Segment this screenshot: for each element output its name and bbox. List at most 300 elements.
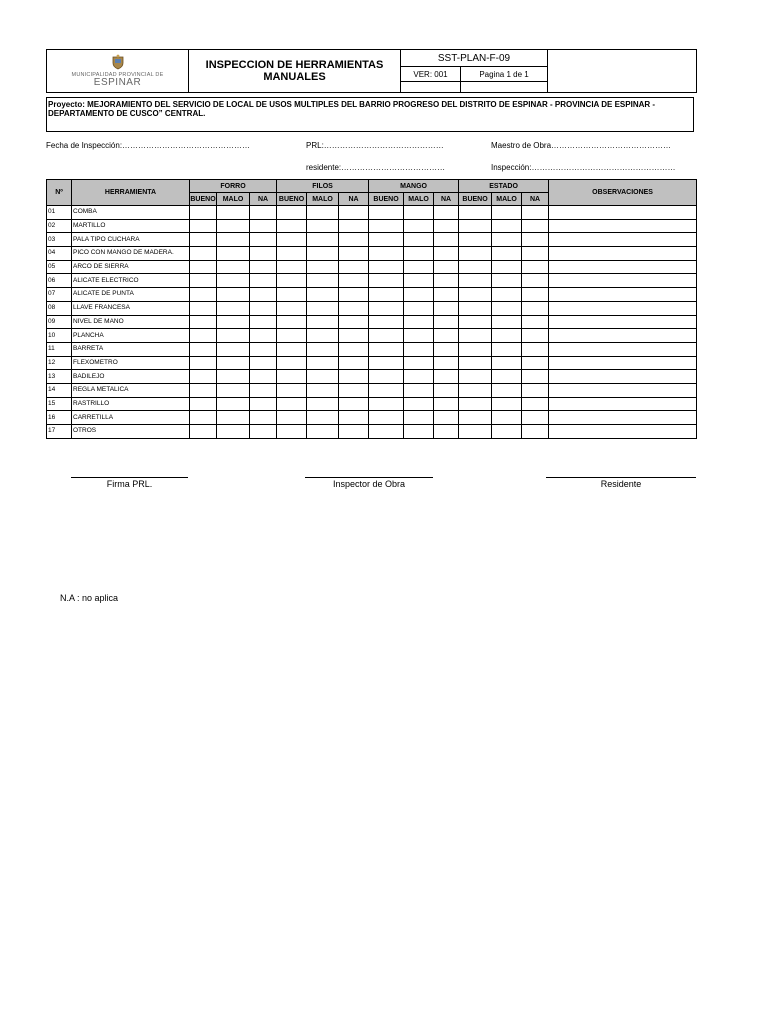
check-cell[interactable]	[307, 206, 339, 220]
observation-cell[interactable]	[549, 356, 697, 370]
check-cell[interactable]	[217, 397, 250, 411]
check-cell[interactable]	[307, 260, 339, 274]
document-title-line1: INSPECCION DE HERRAMIENTAS	[205, 59, 384, 71]
check-cell[interactable]	[339, 206, 369, 220]
check-cell[interactable]	[492, 233, 522, 247]
check-cell[interactable]	[404, 288, 434, 302]
observation-cell[interactable]	[549, 301, 697, 315]
sub-malo: MALO	[217, 193, 250, 206]
check-cell[interactable]	[339, 411, 369, 425]
row-number: 16	[47, 411, 72, 425]
check-cell[interactable]	[492, 370, 522, 384]
check-cell[interactable]	[369, 301, 404, 315]
check-cell[interactable]	[250, 301, 277, 315]
check-cell[interactable]	[404, 329, 434, 343]
check-cell[interactable]	[217, 206, 250, 220]
municipality-crest-icon	[110, 54, 126, 70]
check-cell[interactable]	[250, 260, 277, 274]
check-cell[interactable]	[404, 315, 434, 329]
check-cell[interactable]	[277, 342, 307, 356]
signature-line-inspector	[305, 477, 433, 478]
row-number: 04	[47, 247, 72, 261]
check-cell[interactable]	[277, 233, 307, 247]
check-cell[interactable]	[307, 288, 339, 302]
check-cell[interactable]	[434, 219, 459, 233]
group-forro: FORRO	[190, 180, 277, 193]
check-cell[interactable]	[404, 219, 434, 233]
check-cell[interactable]	[307, 383, 339, 397]
check-cell[interactable]	[434, 260, 459, 274]
check-cell[interactable]	[522, 342, 549, 356]
check-cell[interactable]	[307, 219, 339, 233]
row-number: 06	[47, 274, 72, 288]
check-cell[interactable]	[277, 397, 307, 411]
check-cell[interactable]	[492, 342, 522, 356]
check-cell[interactable]	[277, 219, 307, 233]
check-cell[interactable]	[369, 233, 404, 247]
observation-cell[interactable]	[549, 397, 697, 411]
observation-cell[interactable]	[549, 315, 697, 329]
check-cell[interactable]	[522, 260, 549, 274]
check-cell[interactable]	[434, 411, 459, 425]
check-cell[interactable]	[434, 233, 459, 247]
table-row	[47, 329, 697, 343]
check-cell[interactable]	[277, 274, 307, 288]
check-cell[interactable]	[307, 301, 339, 315]
check-cell[interactable]	[459, 356, 492, 370]
row-tool-name: NIVEL DE MANO	[72, 315, 190, 329]
observation-cell[interactable]	[549, 247, 697, 261]
title-cell	[189, 50, 401, 93]
check-cell[interactable]	[492, 247, 522, 261]
table-row	[47, 247, 697, 261]
check-cell[interactable]	[404, 233, 434, 247]
check-cell[interactable]	[522, 425, 549, 439]
observation-cell[interactable]	[549, 206, 697, 220]
observation-cell[interactable]	[549, 342, 697, 356]
check-cell[interactable]	[190, 260, 217, 274]
table-row	[47, 206, 697, 220]
check-cell[interactable]	[522, 247, 549, 261]
check-cell[interactable]	[434, 370, 459, 384]
check-cell[interactable]	[307, 233, 339, 247]
check-cell[interactable]	[492, 288, 522, 302]
group-mango: MANGO	[369, 180, 459, 193]
observation-cell[interactable]	[549, 233, 697, 247]
check-cell[interactable]	[339, 288, 369, 302]
check-cell[interactable]	[250, 356, 277, 370]
check-cell[interactable]	[190, 288, 217, 302]
na-note: N.A : no aplica	[60, 593, 119, 603]
check-cell[interactable]	[277, 411, 307, 425]
table-row	[47, 260, 697, 274]
check-cell[interactable]	[190, 411, 217, 425]
check-cell[interactable]	[217, 247, 250, 261]
check-cell[interactable]	[217, 411, 250, 425]
check-cell[interactable]	[434, 288, 459, 302]
check-cell[interactable]	[522, 274, 549, 288]
check-cell[interactable]	[190, 315, 217, 329]
check-cell[interactable]	[190, 425, 217, 439]
check-cell[interactable]	[277, 356, 307, 370]
check-cell[interactable]	[250, 411, 277, 425]
check-cell[interactable]	[492, 274, 522, 288]
check-cell[interactable]	[492, 219, 522, 233]
check-cell[interactable]	[250, 425, 277, 439]
table-row	[47, 383, 697, 397]
check-cell[interactable]	[277, 288, 307, 302]
sub-na: NA	[434, 193, 459, 206]
check-cell[interactable]	[339, 383, 369, 397]
check-cell[interactable]	[434, 397, 459, 411]
document-header	[46, 49, 697, 93]
check-cell[interactable]	[434, 206, 459, 220]
check-cell[interactable]	[250, 329, 277, 343]
check-cell[interactable]	[492, 301, 522, 315]
check-cell[interactable]	[459, 383, 492, 397]
check-cell[interactable]	[217, 315, 250, 329]
row-number: 13	[47, 370, 72, 384]
table-row	[47, 411, 697, 425]
check-cell[interactable]	[339, 301, 369, 315]
sub-na: NA	[522, 193, 549, 206]
observation-cell[interactable]	[549, 411, 697, 425]
check-cell[interactable]	[217, 233, 250, 247]
check-cell[interactable]	[522, 383, 549, 397]
check-cell[interactable]	[250, 342, 277, 356]
row-number: 08	[47, 301, 72, 315]
row-number: 01	[47, 206, 72, 220]
check-cell[interactable]	[434, 301, 459, 315]
check-cell[interactable]	[339, 274, 369, 288]
check-cell[interactable]	[459, 315, 492, 329]
check-cell[interactable]	[250, 233, 277, 247]
check-cell[interactable]	[250, 219, 277, 233]
check-cell[interactable]	[190, 274, 217, 288]
check-cell[interactable]	[522, 206, 549, 220]
row-number: 12	[47, 356, 72, 370]
check-cell[interactable]	[459, 301, 492, 315]
logo-cell	[47, 50, 189, 93]
maestro-obra-field: Maestro de Obra………………………………………	[491, 141, 672, 150]
row-tool-name: COMBA	[72, 206, 190, 220]
check-cell[interactable]	[190, 329, 217, 343]
check-cell[interactable]	[459, 370, 492, 384]
check-cell[interactable]	[307, 247, 339, 261]
observation-cell[interactable]	[549, 219, 697, 233]
check-cell[interactable]	[277, 301, 307, 315]
check-cell[interactable]	[404, 247, 434, 261]
observation-cell[interactable]	[549, 260, 697, 274]
check-cell[interactable]	[277, 260, 307, 274]
sub-malo: MALO	[404, 193, 434, 206]
check-cell[interactable]	[339, 233, 369, 247]
check-cell[interactable]	[250, 206, 277, 220]
empty-cell	[401, 81, 461, 92]
table-row	[47, 274, 697, 288]
check-cell[interactable]	[369, 247, 404, 261]
check-cell[interactable]	[217, 260, 250, 274]
row-tool-name: OTROS	[72, 425, 190, 439]
check-cell[interactable]	[307, 411, 339, 425]
check-cell[interactable]	[250, 247, 277, 261]
logo-line2: ESPINAR	[93, 77, 142, 88]
signature-label-inspector: Inspector de Obra	[332, 479, 406, 489]
check-cell[interactable]	[307, 370, 339, 384]
check-cell[interactable]	[217, 383, 250, 397]
check-cell[interactable]	[369, 425, 404, 439]
col-number: Nº	[47, 180, 72, 206]
check-cell[interactable]	[492, 425, 522, 439]
check-cell[interactable]	[217, 274, 250, 288]
check-cell[interactable]	[217, 356, 250, 370]
check-cell[interactable]	[339, 342, 369, 356]
check-cell[interactable]	[492, 356, 522, 370]
row-tool-name: ARCO DE SIERRA	[72, 260, 190, 274]
check-cell[interactable]	[369, 383, 404, 397]
check-cell[interactable]	[307, 342, 339, 356]
row-number: 02	[47, 219, 72, 233]
check-cell[interactable]	[339, 329, 369, 343]
check-cell[interactable]	[217, 329, 250, 343]
check-cell[interactable]	[369, 274, 404, 288]
row-tool-name: REGLA METALICA	[72, 383, 190, 397]
version-label: VER: 001	[401, 67, 461, 81]
check-cell[interactable]	[369, 288, 404, 302]
check-cell[interactable]	[459, 425, 492, 439]
check-cell[interactable]	[307, 425, 339, 439]
group-filos: FILOS	[277, 180, 369, 193]
check-cell[interactable]	[434, 425, 459, 439]
check-cell[interactable]	[459, 219, 492, 233]
check-cell[interactable]	[217, 219, 250, 233]
table-row	[47, 315, 697, 329]
row-number: 05	[47, 260, 72, 274]
sub-bueno: BUENO	[459, 193, 492, 206]
check-cell[interactable]	[277, 425, 307, 439]
check-cell[interactable]	[369, 397, 404, 411]
table-row	[47, 425, 697, 439]
check-cell[interactable]	[339, 315, 369, 329]
check-cell[interactable]	[369, 329, 404, 343]
row-number: 17	[47, 425, 72, 439]
check-cell[interactable]	[339, 260, 369, 274]
group-estado: ESTADO	[459, 180, 549, 193]
table-row	[47, 370, 697, 384]
check-cell[interactable]	[339, 219, 369, 233]
check-cell[interactable]	[250, 288, 277, 302]
row-tool-name: PLANCHA	[72, 329, 190, 343]
table-row	[47, 233, 697, 247]
check-cell[interactable]	[307, 329, 339, 343]
check-cell[interactable]	[217, 342, 250, 356]
check-cell[interactable]	[339, 370, 369, 384]
sub-bueno: BUENO	[369, 193, 404, 206]
check-cell[interactable]	[277, 383, 307, 397]
row-tool-name: LLAVE FRANCESA	[72, 301, 190, 315]
check-cell[interactable]	[459, 274, 492, 288]
check-cell[interactable]	[369, 370, 404, 384]
check-cell[interactable]	[459, 288, 492, 302]
fecha-inspeccion-field: Fecha de Inspección:…………………………………………	[46, 141, 251, 150]
check-cell[interactable]	[217, 370, 250, 384]
check-cell[interactable]	[190, 342, 217, 356]
check-cell[interactable]	[190, 247, 217, 261]
signature-label-residente: Residente	[600, 479, 642, 489]
check-cell[interactable]	[339, 397, 369, 411]
check-cell[interactable]	[434, 247, 459, 261]
observation-cell[interactable]	[549, 288, 697, 302]
check-cell[interactable]	[369, 206, 404, 220]
check-cell[interactable]	[522, 233, 549, 247]
check-cell[interactable]	[190, 356, 217, 370]
check-cell[interactable]	[522, 356, 549, 370]
check-cell[interactable]	[217, 425, 250, 439]
check-cell[interactable]	[404, 411, 434, 425]
table-row	[47, 342, 697, 356]
check-cell[interactable]	[277, 247, 307, 261]
table-row	[47, 288, 697, 302]
check-cell[interactable]	[492, 411, 522, 425]
check-cell[interactable]	[492, 383, 522, 397]
check-cell[interactable]	[404, 260, 434, 274]
observation-cell[interactable]	[549, 274, 697, 288]
check-cell[interactable]	[522, 397, 549, 411]
check-cell[interactable]	[404, 274, 434, 288]
check-cell[interactable]	[404, 370, 434, 384]
row-tool-name: CARRETILLA	[72, 411, 190, 425]
check-cell[interactable]	[522, 219, 549, 233]
check-cell[interactable]	[369, 411, 404, 425]
check-cell[interactable]	[217, 301, 250, 315]
check-cell[interactable]	[434, 315, 459, 329]
check-cell[interactable]	[217, 288, 250, 302]
check-cell[interactable]	[459, 233, 492, 247]
check-cell[interactable]	[190, 383, 217, 397]
check-cell[interactable]	[190, 206, 217, 220]
check-cell[interactable]	[434, 356, 459, 370]
check-cell[interactable]	[522, 370, 549, 384]
observation-cell[interactable]	[549, 370, 697, 384]
check-cell[interactable]	[522, 288, 549, 302]
check-cell[interactable]	[339, 356, 369, 370]
check-cell[interactable]	[492, 329, 522, 343]
row-tool-name: MARTILLO	[72, 219, 190, 233]
check-cell[interactable]	[522, 329, 549, 343]
row-tool-name: PICO CON MANGO DE MADERA.	[72, 247, 190, 261]
row-tool-name: BADILEJO	[72, 370, 190, 384]
check-cell[interactable]	[492, 315, 522, 329]
tools-table	[46, 179, 697, 439]
check-cell[interactable]	[369, 342, 404, 356]
check-cell[interactable]	[369, 219, 404, 233]
project-description: Proyecto: MEJORAMIENTO DEL SERVICIO DE LOCAL DE USOS MULTIPLES DEL BARRIO PROGRESO DEL DISTRITO DE ESPINAR - PROVINCIA DE ESPINAR - DEPARTAMENTO DE CUSCO” CENTRAL.	[46, 97, 694, 132]
check-cell[interactable]	[190, 370, 217, 384]
check-cell[interactable]	[404, 342, 434, 356]
check-cell[interactable]	[369, 356, 404, 370]
table-row	[47, 301, 697, 315]
table-row	[47, 397, 697, 411]
observation-cell[interactable]	[549, 329, 697, 343]
check-cell[interactable]	[307, 315, 339, 329]
check-cell[interactable]	[492, 206, 522, 220]
row-number: 15	[47, 397, 72, 411]
check-cell[interactable]	[250, 397, 277, 411]
check-cell[interactable]	[404, 383, 434, 397]
col-observaciones: OBSERVACIONES	[549, 180, 697, 206]
check-cell[interactable]	[339, 425, 369, 439]
check-cell[interactable]	[434, 383, 459, 397]
check-cell[interactable]	[459, 206, 492, 220]
check-cell[interactable]	[250, 274, 277, 288]
check-cell[interactable]	[492, 397, 522, 411]
check-cell[interactable]	[404, 425, 434, 439]
check-cell[interactable]	[339, 247, 369, 261]
inspeccion-field: Inspección:………………………………………………	[491, 163, 676, 172]
table-row	[47, 219, 697, 233]
page-label: Pagina 1 de 1	[461, 67, 548, 81]
check-cell[interactable]	[307, 274, 339, 288]
check-cell[interactable]	[190, 233, 217, 247]
check-cell[interactable]	[277, 206, 307, 220]
check-cell[interactable]	[522, 301, 549, 315]
prl-field: PRL:………………………………………	[306, 141, 444, 150]
check-cell[interactable]	[277, 315, 307, 329]
check-cell[interactable]	[307, 397, 339, 411]
check-cell[interactable]	[434, 329, 459, 343]
check-cell[interactable]	[404, 206, 434, 220]
check-cell[interactable]	[190, 397, 217, 411]
check-cell[interactable]	[434, 342, 459, 356]
logo-line1: MUNICIPALIDAD PROVINCIAL DE	[71, 72, 164, 78]
row-number: 07	[47, 288, 72, 302]
sub-malo: MALO	[492, 193, 522, 206]
row-tool-name: ALICATE DE PUNTA	[72, 288, 190, 302]
check-cell[interactable]	[459, 260, 492, 274]
check-cell[interactable]	[404, 356, 434, 370]
observation-cell[interactable]	[549, 425, 697, 439]
row-tool-name: RASTRILLO	[72, 397, 190, 411]
check-cell[interactable]	[522, 315, 549, 329]
check-cell[interactable]	[250, 370, 277, 384]
check-cell[interactable]	[404, 301, 434, 315]
check-cell[interactable]	[459, 247, 492, 261]
check-cell[interactable]	[522, 411, 549, 425]
check-cell[interactable]	[277, 370, 307, 384]
check-cell[interactable]	[434, 274, 459, 288]
check-cell[interactable]	[404, 397, 434, 411]
signature-line-residente	[546, 477, 696, 478]
col-tool: HERRAMIENTA	[72, 180, 190, 206]
check-cell[interactable]	[190, 301, 217, 315]
check-cell[interactable]	[277, 329, 307, 343]
check-cell[interactable]	[369, 260, 404, 274]
residente-field: residente:…………………………………	[306, 163, 446, 172]
blank-cell	[548, 50, 697, 93]
check-cell[interactable]	[459, 397, 492, 411]
check-cell[interactable]	[459, 411, 492, 425]
observation-cell[interactable]	[549, 383, 697, 397]
check-cell[interactable]	[307, 356, 339, 370]
check-cell[interactable]	[492, 260, 522, 274]
check-cell[interactable]	[369, 315, 404, 329]
check-cell[interactable]	[459, 342, 492, 356]
check-cell[interactable]	[459, 329, 492, 343]
check-cell[interactable]	[250, 315, 277, 329]
check-cell[interactable]	[250, 383, 277, 397]
check-cell[interactable]	[190, 219, 217, 233]
sub-na: NA	[339, 193, 369, 206]
